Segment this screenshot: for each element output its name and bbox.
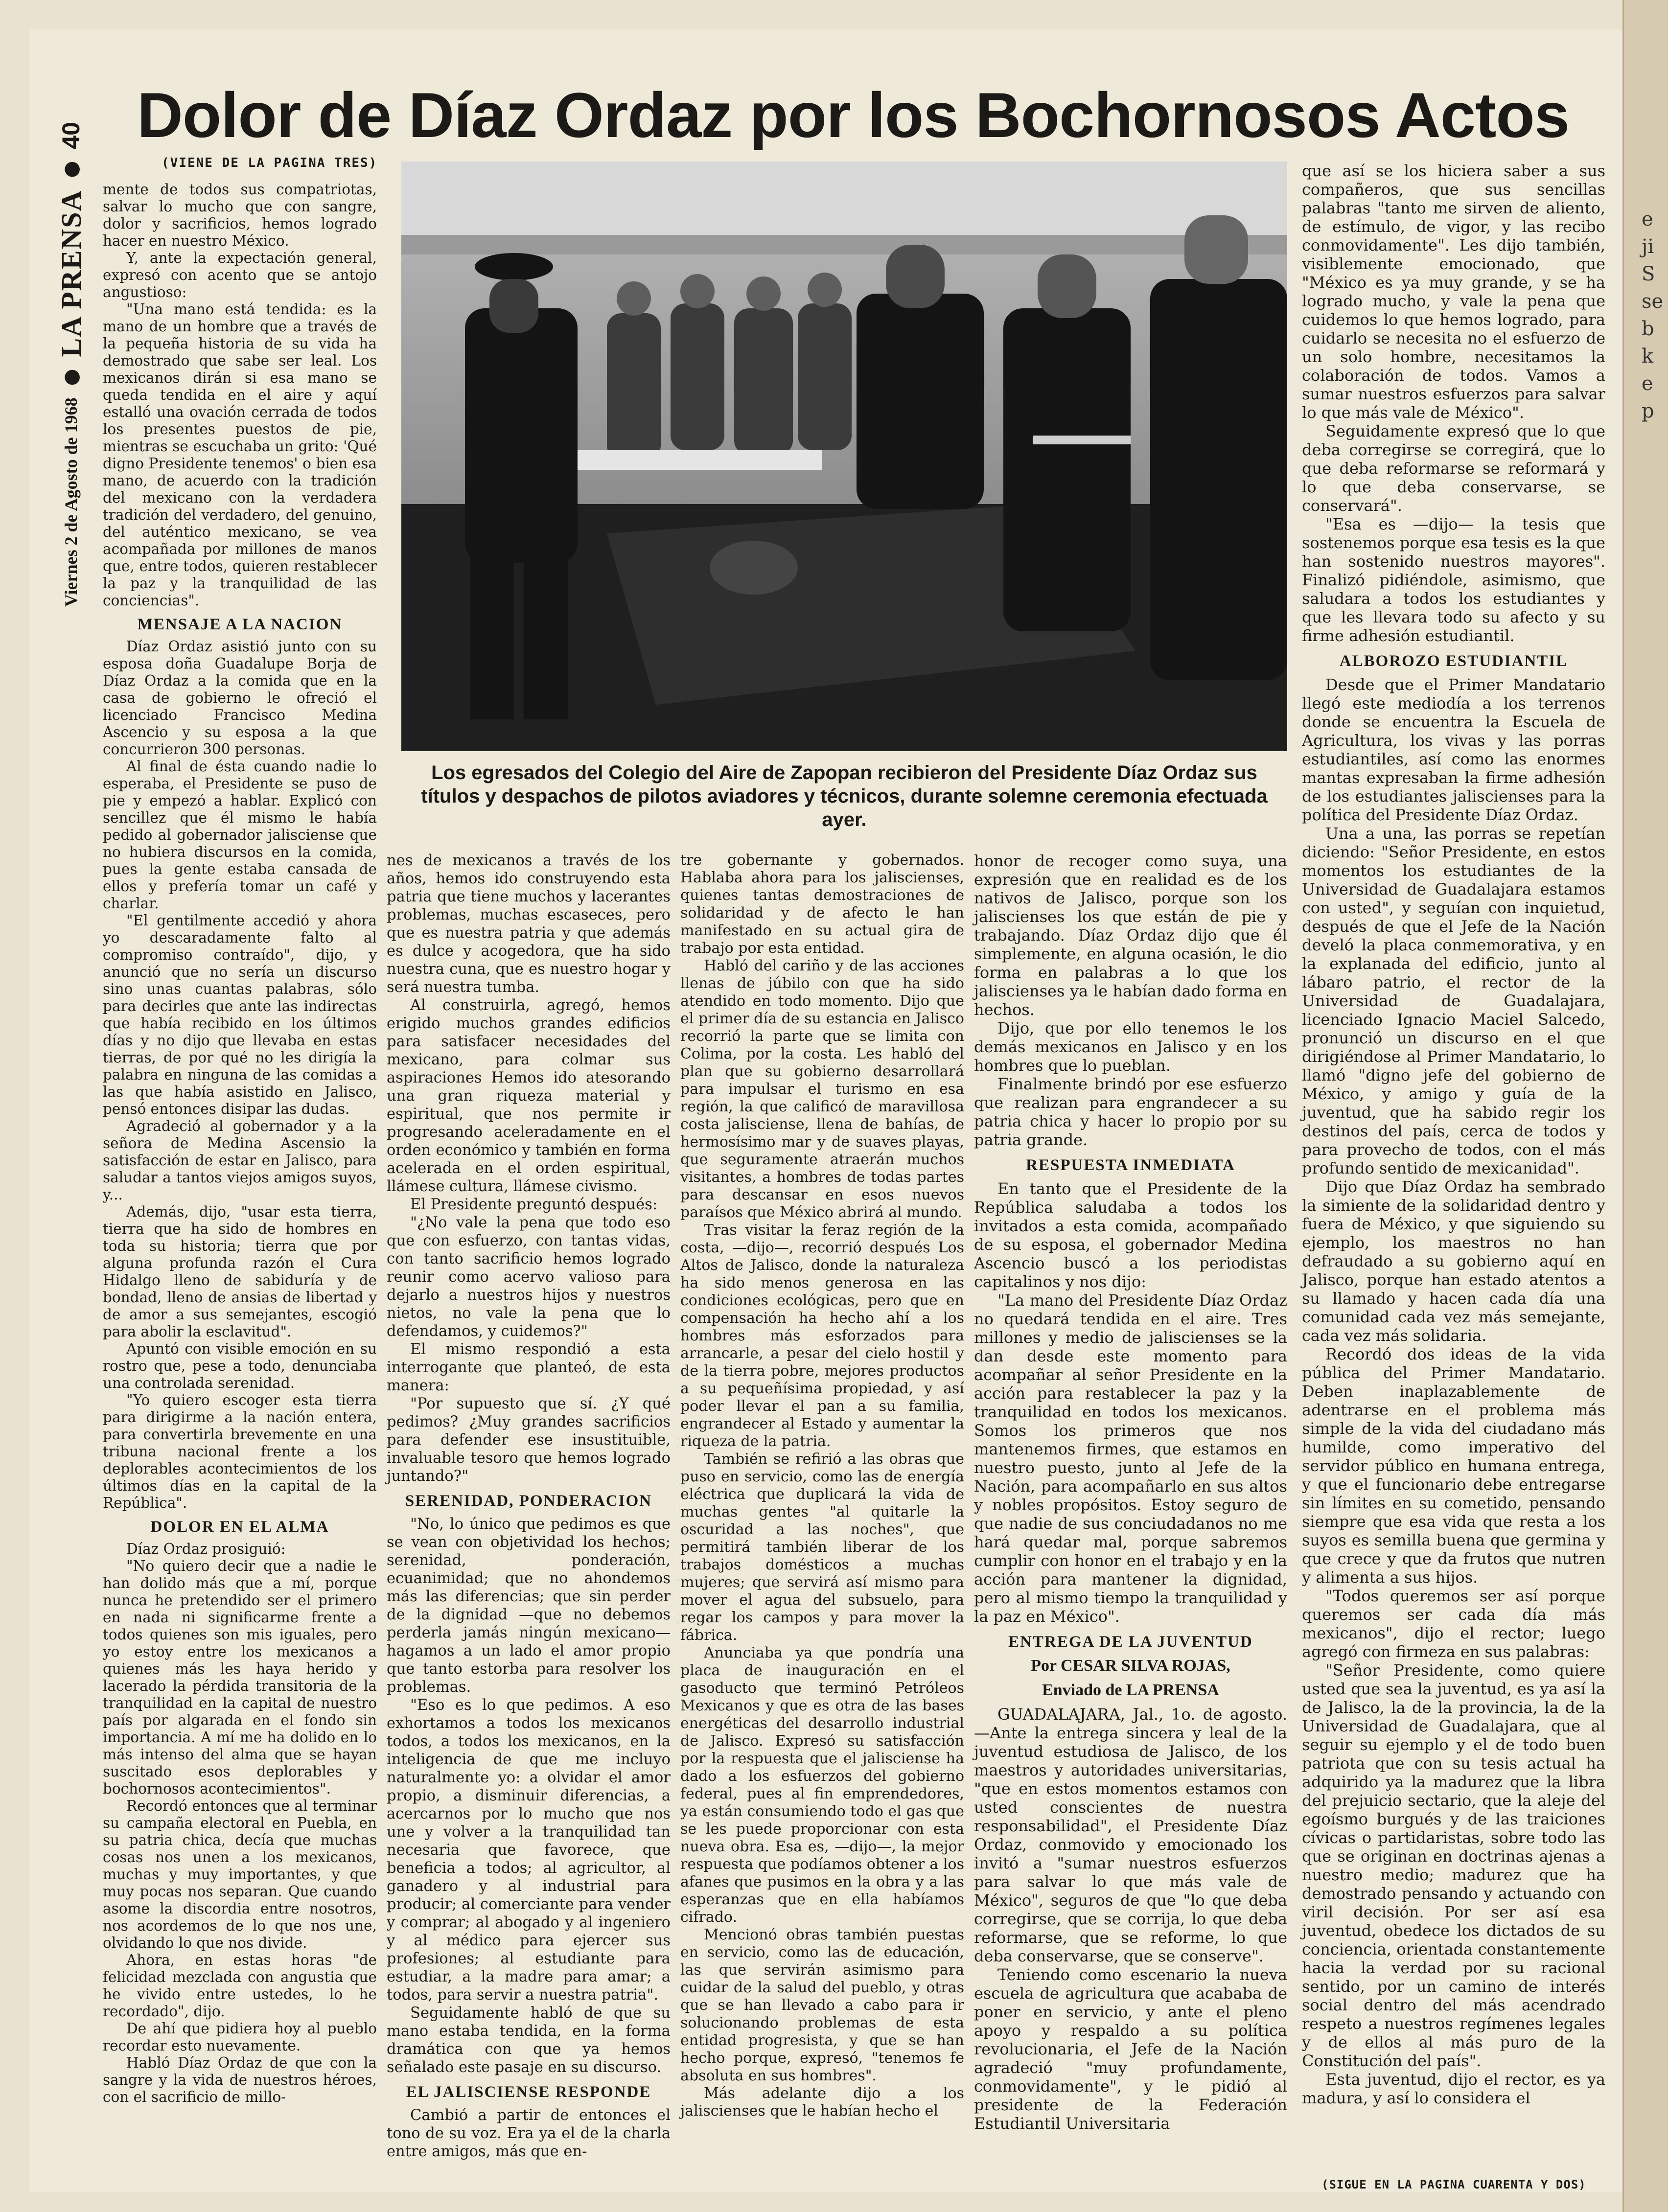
subheading: ENTREGA DE LA JUVENTUD: [1008, 1633, 1253, 1651]
paragraph: Desde que el Primer Mandatario llegó este mediodía a los terrenos donde se encuentra la Escuela de Agricultura, los vivas y las porras estudiantiles, así como las enormes mantas expresaban la firme adhesión de los estudiantes jaliscienses para la política del Presidente Díaz Ordaz.: [1302, 675, 1605, 824]
paragraph: Teniendo como escenario la nueva escuela de agricultura que acababa de poner en servicio, y ante el pleno apoyo y respaldo a su política revolucionaria, el Jefe de la Nación agradeció "muy profundamente, conmovidamente", y le pidió al presidente de la Federación Estudiantil Universitaria: [974, 1965, 1287, 2133]
paragraph: Cambió a partir de entonces el tono de su voz. Era ya el de la charla entre amigos, más que en-: [387, 2107, 671, 2160]
paragraph: Habló Díaz Ordaz de que con la sangre y la vida de nuestros héroes, con el sacrificio de millo-: [103, 2054, 377, 2105]
paragraph: Seguidamente habló de que su mano estaba tendida, en la forma dramática con que ya hemos señalado este pasaje en su discurso.: [387, 2005, 671, 2076]
paragraph: Al final de ésta cuando nadie lo esperaba, el Presidente se puso de pie y empezó a hablar. Explicó con sencillez que él mismo le había pedido al gobernador jalisciense que no hubiera discursos en la comida, pues la gente estaba cansada de ellos y prefería tomar un café y charlar.: [103, 758, 377, 912]
column-1: [103, 181, 377, 2106]
paragraph: "El gentilmente accedió y ahora yo descaradamente falto al compromiso contraído", dijo, y anunció que no sería un discurso sino unas cuantas palabras, sólo para decirles que ante las indirectas que había recibido en los últimos días y no dijo que llevaba en estas tierras, de por qué no les dirigía la palabra en ninguna de las comidas a las que había asistido en Jalisco, pensó entonces disipar las dudas.: [103, 912, 377, 1117]
paragraph: GUADALAJARA, Jal., 1o. de agosto.—Ante la entrega sincera y leal de la juventud estudiosa de Jalisco, de los maestros y autoridades universitarias, "que en estos momentos estamos con usted conscientes de nuestra responsabilidad", el Presidente Díaz Ordaz, conmovido y emocionado los invitó a "sumar nuestros esfuerzos para salvar lo que más vale de México", seguros de que "lo que deba corregirse, que se corrija, lo que deba reformarse, que se reforme, lo que deba conservarse, que se conserve".: [974, 1705, 1287, 1965]
paragraph: Dijo que Díaz Ordaz ha sembrado la simiente de la solidaridad dentro y fuera de México, y que siguiendo su ejemplo, los maestros no han defraudado a su gobierno aquí en Jalisco, porque han estado atentos a su llamado y hacen cada día una comunidad cada vez más semejante, cada vez más solidaria.: [1302, 1177, 1605, 1345]
subheading: MENSAJE A LA NACION: [137, 616, 343, 633]
paragraph: "Señor Presidente, como quiere usted que sea la juventud, es ya así la de Jalisco, la de la provincia, la de la Universidad de Guadalajara, que al seguir su ejemplo y el de todo buen patriota que con su tesis actual ha adquirido ya la madurez que la libra del prejuicio sectario, que la aleje del egoísmo burgués y de las traiciones cívicas o partidaristas, sobre todo las que se originan en doctrinas ajenas a nuestro medio; madurez que ha demostrado pensando y actuando con viril decisión. Por ser así esa juventud, obedece los dictados de su conciencia, orientada constantemente hacia la verdad por su racional sentido, por un camino de interés social dentro del más acendrado respeto a nuestros regímenes legales y de ellos al más puro de la Constitución del país".: [1302, 1661, 1605, 2070]
paper-name: LA PRENSA: [55, 189, 87, 357]
paragraph: "Por supuesto que sí. ¿Y qué pedimos? ¿Muy grandes sacrificios para defender ese insustituible, invaluable tesoro que hemos logrado juntando?": [387, 1395, 671, 1485]
paragraph: Recordó dos ideas de la vida pública del Primer Mandatario. Deben inaplazablemente de adentrarse en el problema más simple de la vida del ciudadano más humilde, como imperativo del servidor público en humana entrega, y que el funcionario debe entregarse sin límites en su cometido, pensando siempre que esa vida que resta a los suyos es semilla buena que germina y que crece y que da frutos que nutren y alimenta a sus hijos.: [1302, 1345, 1605, 1587]
paragraph: "Una mano está tendida: es la mano de un hombre que a través de la pequeña historia de su vida ha demostrado que sabe ser leal. Los mexicanos dirán si esa mano se queda tendida en el aire y aquí estalló una ovación cerrada de todos los presentes puestos de pie, mientras se escuchaba un grito: 'Qué digno Presidente tenemos' o bien esa mano, de acuerdo con la tradición del mexicano con la verdadera tradición del verdadero, del genuino, del auténtico mexicano, se vea acompañada por millones de manos que, entre todos, quieren restablecer la paz y la tranquilidad de las conciencias".: [103, 301, 377, 609]
adjacent-page-letters: e ji S se b k e p: [1642, 208, 1664, 422]
paragraph: "Esa es —dijo— la tesis que sostenemos porque esa tesis es la que han sostenido nuestros mayores". Finalizó pidiéndole, asimismo, que saludara a todos los estudiantes y que les llevara todo su afecto y su firme adhesión estudiantil.: [1302, 515, 1605, 645]
paragraph: "La mano del Presidente Díaz Ordaz no quedará tendida en el aire. Tres millones y medio de jaliscienses se la dan desde este momento para acompañar al señor Presidente en la acción para restablecer la paz y la tranquilidad en todos los mexicanos. Somos los primeros que nos mantenemos firmes, que estamos en nuestro puesto, junto al Jefe de la Nación, para acompañarlo en sus altos y nobles propósitos. Estoy seguro de que nadie de sus conciudadanos no me hará quedar mal, porque sabremos cumplir con honor en el trabajo y en la acción para mantener la dignidad, pero al mismo tiempo la tranquilidad y la paz en México".: [974, 1291, 1287, 1626]
paragraph: Agradeció al gobernador y a la señora de Medina Ascensio la satisfacción de estar en Jalisco, para saludar a tantos viejos amigos suyos, y...: [103, 1118, 377, 1203]
paragraph: Esta juventud, dijo el rector, es ya madura, y así lo considera el: [1302, 2070, 1605, 2107]
paragraph: tre gobernante y gobernados. Hablaba ahora para los jaliscienses, quienes tantas demostraciones de solidaridad y de afecto le han manifestado en su actual gira de trabajo por esta entidad.: [680, 852, 964, 957]
photo-caption: Los egresados del Colegio del Aire de Zapopan recibieron del Presidente Díaz Ordaz sus títulos y despachos de pilotos aviadores y técnicos, durante solemne ceremonia efectuada ayer.: [421, 762, 1268, 830]
column-3: [680, 852, 964, 2120]
column-4: [974, 852, 1287, 2133]
byline: Por CESAR SILVA ROJAS,: [1031, 1657, 1230, 1675]
paragraph: Más adelante dijo a los jaliscienses que le habían hecho el: [680, 2085, 964, 2120]
paragraph: En tanto que el Presidente de la República saludaba a todos los invitados a esta comida, acompañado de su esposa, el gobernador Medina Ascencio buscó a los periodistas capitalinos y nos dijo:: [974, 1179, 1287, 1291]
paragraph: "Todos queremos ser así porque queremos ser cada día más mexicanos", dijo el rector; luego agregó con firmeza en sus palabras:: [1302, 1587, 1605, 1661]
bullet-icon: ●: [60, 161, 82, 178]
paragraph: "Yo quiero escoger esta tierra para dirigirme a la nación entera, para convertirla brevemente en una tribuna nacional frente a los deplorables acontecimientos de los últimos días en la capital de la República".: [103, 1392, 377, 1511]
paragraph: Díaz Ordaz prosiguió:: [126, 1541, 286, 1557]
paragraph: También se refirió a las obras que puso en servicio, como las de energía eléctrica que duplicará la vida de muchas gentes "al quitarle la oscuridad a las noches", que permitirá también liberar de los trabajos domésticos a muchas mujeres; que servirá así mismo para mover el agua del subsuelo, para regar los campos y para mover la fábrica.: [680, 1451, 964, 1644]
paragraph: Anunciaba ya que pondría una placa de inauguración en el gasoducto que terminó Petróleos Mexicanos y que es otra de las bases energéticas del desarrollo industrial de Jalisco. Expresó su satisfacción por la respuesta que el jalisciense ha dado a los esfuerzos del gobierno federal, pues al fin emprendedores, ya están consumiendo todo el gas que se les puede proporcionar con esta nueva obra. Esa es, —dijo—, la mejor respuesta que podíamos obtener a los afanes que pusimos en la obra y a las esperanzas que en ella habíamos cifrado.: [680, 1644, 964, 1926]
paragraph: Tras visitar la feraz región de la costa, —dijo—, recorrió después Los Altos de Jalisco, donde la naturaleza ha sido menos generosa en las condiciones ecológicas, pero que en compensación ha hecho ahí a los hombres más esforzados para arrancarle, a pesar del cielo hostil y de la tierra pobre, mejores productos a su pequeñísima propiedad, y así poder llevar el pan a su familia, engrandecer al Estado y aumentar la riqueza de la patria.: [680, 1221, 964, 1450]
paragraph: Habló del cariño y de las acciones llenas de júbilo con que ha sido atendido en todo momento. Dijo que el primer día de su estancia en Jalisco recorrió la parte que se limita con Colima, por la costa. Les habló del plan que su gobierno desarrollará para impulsar el turismo en esa región, la que calificó de maravillosa costa jalisciense, llena de bahías, de hermosísimo mar y de suaves playas, que seguramente atraerán muchos visitantes, a hombres de todas partes para descansar en esos nuevos paraísos que México abrirá al mundo.: [680, 957, 964, 1221]
page-number: 40: [57, 122, 85, 149]
paragraph: Apuntó con visible emoción en su rostro que, pese a todo, denunciaba una controlada serenidad.: [103, 1340, 377, 1391]
news-photo: [401, 161, 1287, 751]
paragraph: Ahora, en estas horas "de felicidad mezclada con angustia que he vivido entre ustedes, lo he recordado", dijo.: [103, 1952, 377, 2020]
paragraph: mente de todos sus compatriotas, salvar lo mucho que con sangre, dolor y sacrificios, hemos logrado hacer en nuestro México.: [103, 181, 377, 249]
paragraph: que así se los hiciera saber a sus compañeros, que sus sencillas palabras "tanto me sirven de aliento, de estímulo, de vigor, y las recibo conmovidamente". Les dijo también, visiblemente emocionado, que "México es ya muy grande, y se ha logrado mucho, y vale la pena que cuidemos lo que hemos logrado, para cuidarlo se necesita no el esfuerzo de un solo hombre, necesitamos la colaboración de todos. Vamos a sumar nuestros esfuerzos para salvar lo que más vale de México".: [1302, 161, 1605, 422]
bullet-icon: ●: [60, 369, 82, 386]
adjacent-page-edge: [1622, 0, 1668, 2212]
subheading: RESPUESTA INMEDIATA: [1026, 1156, 1235, 1174]
ceremony-photo-illustration: [401, 161, 1287, 751]
paragraph: "No quiero decir que a nadie le han dolido más que a mí, porque nunca he pretendido ser el primero en nada ni significarme frente a todos quienes son mis iguales, pero yo estoy entre los mexicanos a quienes más les haya herido y lacerado la pérdida transitoria de la tranquilidad en la capital de nuestro país por algarada en el fondo sin importancia. A mí me ha dolido en lo más intenso del alma que se hayan suscitado esos deplorables y bochornosos acontecimientos".: [103, 1558, 377, 1797]
subheading: ALBOROZO ESTUDIANTIL: [1339, 652, 1568, 670]
headline: Dolor de Díaz Ordaz por los Bochornosos Actos: [137, 79, 1570, 151]
paragraph: De ahí que pidiera hoy al pueblo recordar esto nuevamente.: [103, 2020, 377, 2054]
column-2: [387, 852, 671, 2161]
paragraph: Seguidamente expresó que lo que deba corregirse se corregirá, que lo que deba reformarse se reformará y lo que deba conservarse, se conservará".: [1302, 422, 1605, 515]
paragraph: Mencionó obras también puestas en servicio, como las de educación, las que servirán asimismo para cuidar de la salud del pueblo, y otras que se han llevado a cabo para ir solucionando problemas de esta entidad progresista, y que se han hecho porque, expresó, "tenemos fe absoluta en sus hombres".: [680, 1926, 964, 2084]
subheading: DOLOR EN EL ALMA: [150, 1518, 329, 1536]
paragraph: Una a una, las porras se repetían diciendo: "Señor Presidente, en estos momentos los estudiantes de la Universidad de Guadalajara estamos con usted", y seguían con inquietud, después de que el Jefe de la Nación develó la placa conmemorativa, y en la explanada del edificio, junto al lábaro patrio, el rector de la Universidad de Guadalajara, licenciado Ignacio Maciel Salcedo, pronunció un discurso en el que dirigiéndose al Primer Mandatario, lo llamó "digno jefe del gobierno de México, y amigo y guía de la juventud, que ha sabido regir los destinos del país, cerca de todos y para provecho de todos, con el más profundo sentido de mexicanidad".: [1302, 824, 1605, 1177]
paragraph: nes de mexicanos a través de los años, hemos ido construyendo esta patria que tiene muchos y lacerantes problemas, muchas escaseces, pero que es nuestra patria y que además es dulce y acogedora, que ha sido nuestra cuna, que es nuestro hogar y será nuestra tumba.: [387, 852, 671, 996]
continued-from: (VIENE DE LA PAGINA TRES): [162, 156, 378, 170]
paragraph: Recordó entonces que al terminar su campaña electoral en Puebla, en su patria chica, decía que muchas cosas nos unen a los mexicanos, muchas y muy importantes, y que muy pocas nos separan. Que cuando asome la discordia entre nosotros, nos acordemos de lo que nos une, olvidando lo que nos divide.: [103, 1797, 377, 1951]
paragraph: "No, lo único que pedimos es que se vean con objetividad los hechos; serenidad, ponderación, ecuanimidad; que no ahondemos más las diferencias; que sin perder de la dignidad —que no debemos perderla jamás ningún mexicano— hagamos a un lado el amor propio que tanto estorba para resolver los problemas.: [387, 1516, 671, 1696]
paragraph: El mismo respondió a esta interrogante que planteó, de esta manera:: [387, 1341, 671, 1394]
byline-affiliation: Enviado de LA PRENSA: [1042, 1681, 1219, 1699]
masthead-strip: [49, 98, 93, 607]
paragraph: Además, dijo, "usar esta tierra, tierra que ha sido de hombres en toda su historia; tierra que por alguna profunda razón el Cura Hidalgo lleno de sabiduría y de bondad, lleno de ansias de libertad y de amor a sus semejantes, escogió para abolir la esclavitud".: [103, 1203, 377, 1340]
paragraph: Y, ante la expectación general, expresó con acento que se antojo angustioso:: [103, 250, 377, 300]
subheading: EL JALISCIENSE RESPONDE: [406, 2083, 651, 2101]
paragraph: El Presidente preguntó después:: [410, 1196, 658, 1213]
continued-to: (SIGUE EN LA PAGINA CUARENTA Y DOS): [1321, 2178, 1586, 2191]
paragraph: Al construirla, agregó, hemos erigido muchos grandes edificios para satisfacer necesidades del mexicano, para colmar sus aspiraciones Hemos ido atesorando una gran riqueza material y espiritual, que nos permite ir progresando aceleradamente en el orden económico y también en forma acelerada en el orden espiritual, llámese cultura, llámese civismo.: [387, 997, 671, 1195]
paragraph: "¿No vale la pena que todo eso que con esfuerzo, con tantas vidas, con tanto sacrificio hemos logrado reunir como acervo valioso para dejarlo a nuestros hijos y nuestros nietos, no vale la pena que lo defendamos, y cuidemos?": [387, 1214, 671, 1340]
column-5: [1302, 161, 1605, 2107]
paragraph: honor de recoger como suya, una expresión que en realidad es de los nativos de Jalisco, porque son los jaliscienses los que están de pie y trabajando. Díaz Ordaz dijo que él simplemente, en alguna ocasión, le dio forma en palabras a lo que los jaliscienses ya le habían dado forma en hechos.: [974, 852, 1287, 1019]
issue-date: Viernes 2 de Agosto de 1968: [61, 397, 81, 607]
subheading: SERENIDAD, PONDERACION: [405, 1492, 652, 1510]
paragraph: Dijo, que por ello tenemos le los demás mexicanos en Jalisco y en los hombres que lo pueblan.: [974, 1019, 1287, 1075]
paragraph: "Eso es lo que pedimos. A eso exhortamos a todos los mexicanos todos, a todos los mexicanos, en la inteligencia de que me incluyo naturalmente yo: a olvidar el amor propio, a disminuir diferencias, a acercarnos por lo mucho que nos une y volver a la tranquilidad tan necesaria que favorece, que beneficia a todos; al agricultor, al ganadero y al industrial para producir; al comerciante para vender y comprar; al abogado y al ingeniero y al médico para ejercer sus profesiones; al estudiante para estudiar, a la madre para amar; a todos, para servir a nuestra patria".: [387, 1697, 671, 2004]
paragraph: Finalmente brindó por ese esfuerzo que realizan para engrandecer a su patria chica y hacer lo propio por su patria grande.: [974, 1075, 1287, 1149]
paragraph: Díaz Ordaz asistió junto con su esposa doña Guadalupe Borja de Díaz Ordaz a la comida que en la casa de gobierno le ofreció el licenciado Francisco Medina Ascencio y su esposa a la que concurrieron 300 personas.: [103, 638, 377, 758]
